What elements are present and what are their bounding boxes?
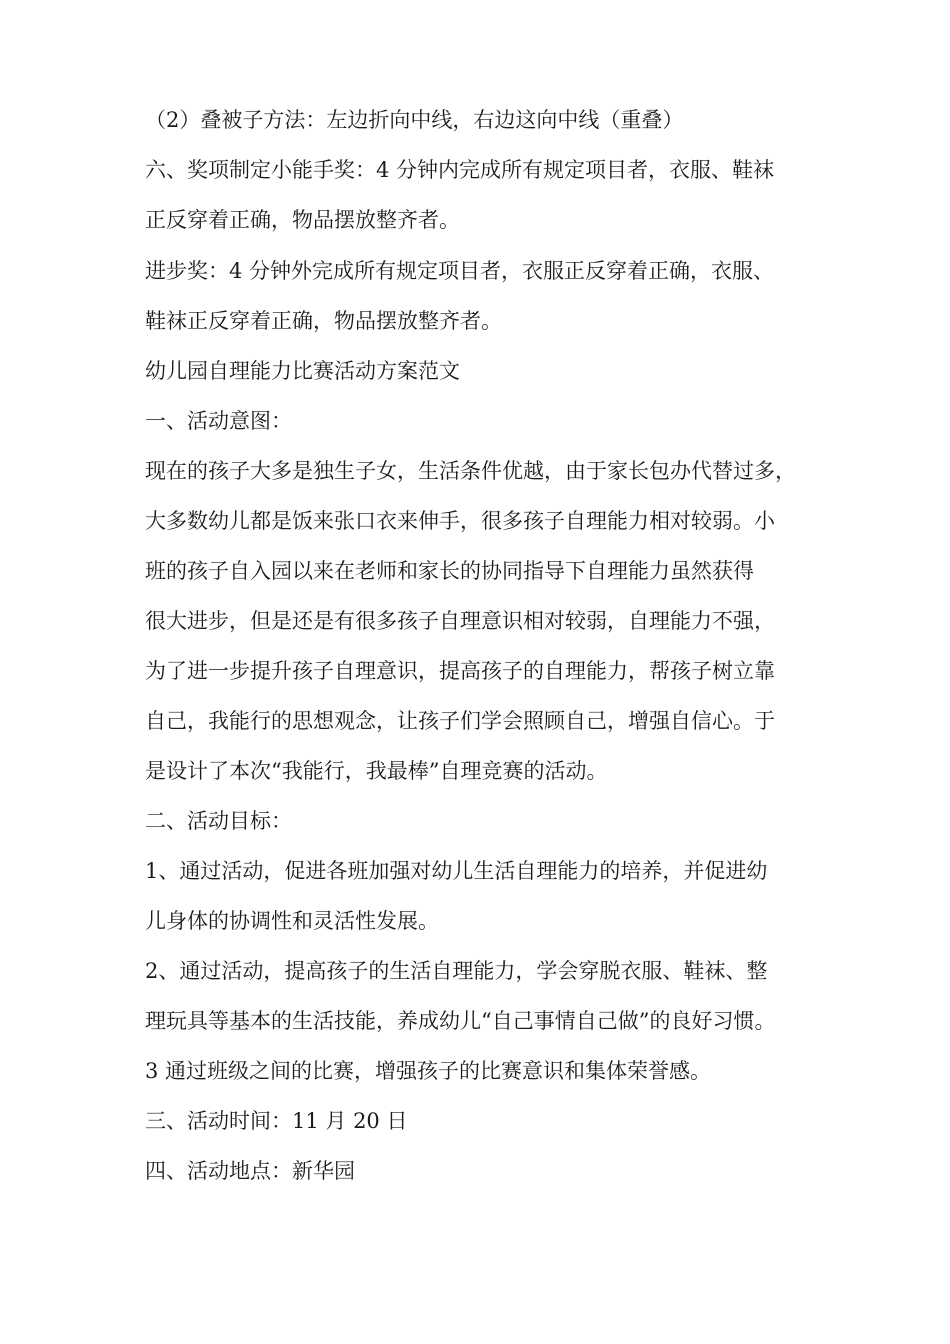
text-line-progress-award-1: 进步奖：4 分钟外完成所有规定项目者，衣服正反穿着正确，衣服、 xyxy=(145,259,775,283)
goal-item-1-line: 儿身体的协调性和灵活性发展。 xyxy=(145,909,439,933)
document-title: 幼儿园自理能力比赛活动方案范文 xyxy=(145,359,460,383)
text-line-awards-2: 正反穿着正确，物品摆放整齐者。 xyxy=(145,208,460,232)
section-heading-location: 四、活动地点：新华园 xyxy=(145,1159,355,1183)
section-heading-time: 三、活动时间：11 月 20 日 xyxy=(145,1109,408,1133)
section-heading-goals: 二、活动目标： xyxy=(145,809,292,833)
paragraph-line: 是设计了本次“我能行，我最棒”自理竞赛的活动。 xyxy=(145,759,608,783)
paragraph-line: 自己，我能行的思想观念，让孩子们学会照顾自己，增强自信心。于 xyxy=(145,709,775,733)
goal-item-2-line: 2、通过活动，提高孩子的生活自理能力，学会穿脱衣服、鞋袜、整 xyxy=(145,959,768,983)
text-line-method-fold-quilt: （2）叠被子方法：左边折向中线，右边这向中线（重叠） xyxy=(145,108,684,132)
goal-item-3-line: 3 通过班级之间的比赛，增强孩子的比赛意识和集体荣誉感。 xyxy=(145,1059,712,1083)
goal-item-1-line: 1、通过活动，促进各班加强对幼儿生活自理能力的培养，并促进幼 xyxy=(145,859,768,883)
paragraph-line: 大多数幼儿都是饭来张口衣来伸手，很多孩子自理能力相对较弱。小 xyxy=(145,509,775,533)
text-line-progress-award-2: 鞋袜正反穿着正确，物品摆放整齐者。 xyxy=(145,309,502,333)
paragraph-line: 为了进一步提升孩子自理意识，提高孩子的自理能力，帮孩子树立靠 xyxy=(145,659,775,683)
paragraph-line: 现在的孩子大多是独生子女，生活条件优越，由于家长包办代替过多， xyxy=(145,459,796,483)
paragraph-line: 班的孩子自入园以来在老师和家长的协同指导下自理能力虽然获得 xyxy=(145,559,754,583)
goal-item-2-line: 理玩具等基本的生活技能，养成幼儿“自己事情自己做”的良好习惯。 xyxy=(145,1009,776,1033)
paragraph-line: 很大进步，但是还是有很多孩子自理意识相对较弱，自理能力不强， xyxy=(145,609,775,633)
text-line-awards-1: 六、奖项制定小能手奖：4 分钟内完成所有规定项目者，衣服、鞋袜 xyxy=(145,158,775,182)
section-heading-intent: 一、活动意图： xyxy=(145,409,292,433)
